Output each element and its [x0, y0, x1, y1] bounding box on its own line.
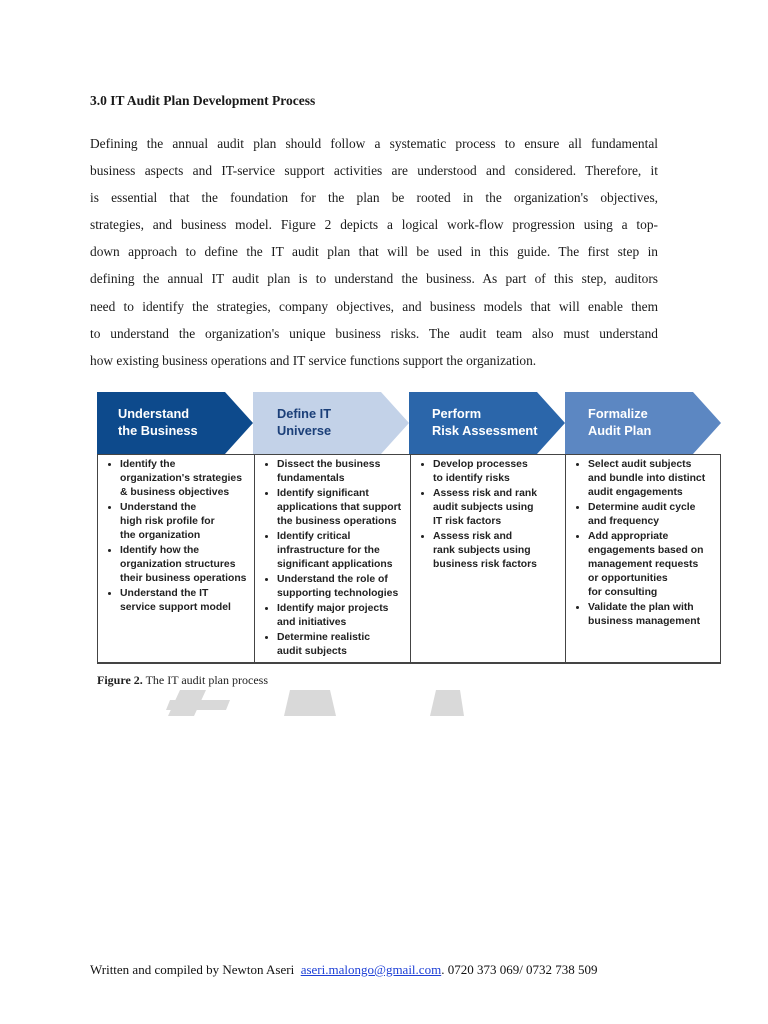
paragraph-line: is essential that the foundation for the plan be rooted in the organization's objectives, — [90, 190, 658, 206]
step-bullet: • Dissect the business fundamentals — [277, 457, 406, 486]
step-bullet: • Select audit subjects and bundle into distinct audit engagements — [588, 457, 716, 500]
step-bullet: • Validate the plan with business management — [588, 600, 716, 629]
paragraph-line: Defining the annual audit plan should follow a systematic process to ensure all fundamental — [90, 136, 658, 151]
step-bullet: • Add appropriate engagements based on management requests or opportunities for consulting — [588, 529, 716, 600]
footer-phones: . 0720 373 069/ 0732 738 509 — [441, 962, 598, 977]
step-title: Understand the Business — [118, 406, 198, 438]
step-bullet: • Identify how the organization structures their business operations — [120, 543, 250, 586]
step-bullet: • Assess risk and rank subjects using business risk factors — [433, 529, 561, 572]
paragraph-line: strategies, and business model. Figure 2 depicts a logical work-flow progression using a top- — [90, 217, 658, 233]
footer-author: Written and compiled by Newton Aseri — [90, 962, 295, 977]
page-footer — [90, 962, 598, 978]
step-title: Define IT Universe — [277, 406, 332, 438]
paragraph-line: need to identify the strategies, company objectives, and business models that will enable them — [90, 298, 658, 314]
step-bullet: • Identify the organization's strategies & business objectives — [120, 457, 250, 500]
step-bullet: • Identify major projects and initiatives — [277, 601, 406, 630]
step-bullet: • Determine audit cycle and frequency — [588, 500, 716, 529]
step-title: Perform Risk Assessment — [432, 406, 538, 438]
footer-email-link[interactable]: aseri.malongo@gmail.com — [300, 962, 442, 977]
figure-caption-number: Figure 2. — [97, 673, 143, 687]
paragraph-line: how existing business operations and IT service functions support the organization. — [90, 352, 537, 368]
paragraph-line: to understand the organization's unique business risks. The audit team also must understand — [90, 325, 658, 341]
step-details — [97, 454, 721, 664]
step-details-formalize-audit-plan — [566, 455, 720, 662]
step-bullet: • Identify critical infrastructure for the significant applications — [277, 529, 406, 572]
step-details-define-it-universe — [255, 455, 411, 662]
step-bullet: • Assess risk and rank audit subjects using IT risk factors — [433, 486, 561, 529]
step-details-understand-business — [98, 455, 255, 662]
step-bullet: • Understand the IT service support model — [120, 586, 250, 615]
step-bullet: • Develop processes to identify risks — [433, 457, 561, 486]
step-bullet: • Understand the high risk profile for the organization — [120, 500, 250, 543]
figure-caption-text: The IT audit plan process — [145, 673, 268, 687]
step-bullet: • Identify significant applications that support the business operations — [277, 486, 406, 529]
paragraph-line: down approach to define the IT audit plan that will be used in this guide. The first step in — [90, 244, 658, 260]
watermark-graphic — [160, 690, 470, 716]
step-bullet: • Determine realistic audit subjects — [277, 630, 406, 659]
figure-caption — [97, 673, 268, 688]
step-title: Formalize Audit Plan — [588, 406, 652, 438]
step-bullet: • Understand the role of supporting technologies — [277, 572, 406, 601]
section-heading: 3.0 IT Audit Plan Development Process — [90, 93, 316, 108]
paragraph-line: business aspects and IT-service support activities are understood and considered. Therefore, it — [90, 163, 658, 179]
intro-paragraph — [90, 130, 658, 374]
paragraph-line: defining the annual IT audit plan is to understand the business. As part of this step, auditors — [90, 271, 658, 287]
step-details-perform-risk-assessment — [411, 455, 566, 662]
audit-plan-figure — [97, 392, 721, 664]
